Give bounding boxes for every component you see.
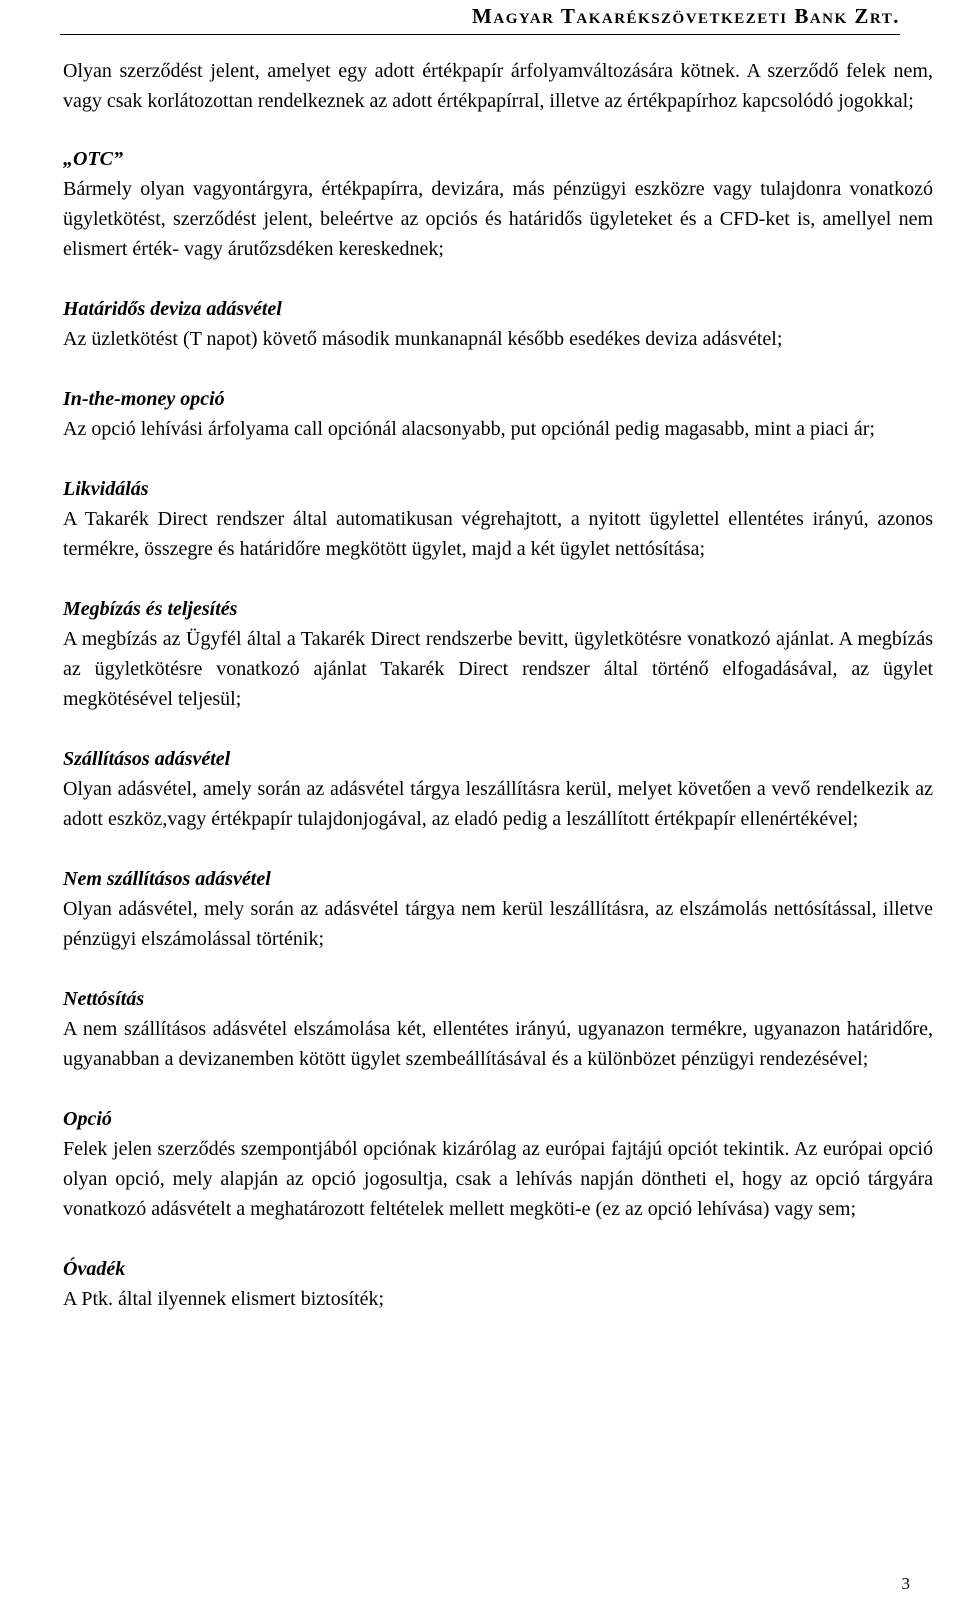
definition-entry (63, 384, 933, 444)
definition-text: A Ptk. által ilyennek elismert biztosíték; (63, 1288, 385, 1310)
definition-term: Nem szállításos adásvétel (63, 868, 271, 890)
definition-entry (63, 474, 933, 564)
definition-term: Nettósítás (63, 988, 145, 1010)
definition-term: Megbízás és teljesítés (63, 598, 238, 620)
definition-text: Az üzletkötést (T napot) követő második munkanapnál később esedékes deviza adásvétel; (63, 328, 783, 350)
definition-text: A nem szállításos adásvétel elszámolása két, ellentétes irányú, ugyanazon termékre, ugyanazon határidőre, ugyanabban a devizanemben kötött ügylet szembeállításával és a különbözet pénzügyi rendezésével; (63, 1018, 933, 1070)
document-body (63, 56, 933, 1314)
definition-term: Opció (63, 1108, 112, 1130)
definition-text: Olyan adásvétel, mely során az adásvétel tárgya nem kerül leszállításra, az elszámolás nettósítással, illetve pénzügyi elszámolással történik; (63, 898, 933, 950)
definition-term: Óvadék (63, 1258, 126, 1280)
definition-term: Likvidálás (63, 478, 149, 500)
definition-text: Felek jelen szerződés szempontjából opciónak kizárólag az európai fajtájú opciót tekintik. Az európai opció olyan opció, mely alapján az opció jogosultja, csak a lehívás napján döntheti el, hogy az opció tárgyára vonatkozó adásvételt a meghatározott feltételek mellett megköti-e (ez az opció lehívása) vagy sem; (63, 1138, 933, 1220)
bank-name: Magyar Takarékszövetkezeti Bank Zrt. (472, 4, 900, 28)
intro-paragraph: Olyan szerződést jelent, amelyet egy adott értékpapír árfolyamváltozására kötnek. A szerződő felek nem, vagy csak korlátozottan rendelkeznek az adott értékpapírral, illetve az értékpapírhoz kapcsolódó jogokkal; (63, 60, 933, 112)
definition-entry (63, 594, 933, 714)
definition-text: A Takarék Direct rendszer által automatikusan végrehajtott, a nyitott ügylettel ellentétes irányú, azonos termékre, összegre és határidőre megkötött ügylet, majd a két ügylet nettósítása; (63, 508, 933, 560)
definition-text: Az opció lehívási árfolyama call opciónál alacsonyabb, put opciónál pedig magasabb, mint a piaci ár; (63, 418, 875, 440)
page-number: 3 (901, 1574, 910, 1593)
definition-term: „OTC” (63, 148, 123, 170)
definition-text: Olyan adásvétel, amely során az adásvétel tárgya leszállításra kerül, melyet követően a vevő rendelkezik az adott eszköz,vagy értékpapír tulajdonjogával, az eladó pedig a leszállított értékpapír ellenértékével; (63, 778, 933, 830)
definition-term: Határidős deviza adásvétel (63, 298, 282, 320)
definition-entry (63, 1254, 933, 1314)
definition-entry (63, 1104, 933, 1224)
definition-entry (63, 144, 933, 264)
definition-term: In-the-money opció (63, 388, 225, 410)
definition-term: Szállításos adásvétel (63, 748, 231, 770)
definition-text: A megbízás az Ügyfél által a Takarék Direct rendszerbe bevitt, ügyletkötésre vonatkozó ajánlat. A megbízás az ügyletkötésre vonatkozó ajánlat Takarék Direct rendszer által történő elfogadásával, az ügylet megkötésével teljesül; (63, 628, 933, 710)
definition-entry (63, 744, 933, 834)
definition-entry (63, 294, 933, 354)
definition-text: Bármely olyan vagyontárgyra, értékpapírra, devizára, más pénzügyi eszközre vagy tulajdonra vonatkozó ügyletkötést, szerződést jelent, beleértve az opciós és határidős ügyleteket és a CFD-ket is, amellyel nem elismert érték- vagy árutőzsdéken kereskednek; (63, 178, 933, 260)
definition-entry (63, 864, 933, 954)
definition-entry (63, 984, 933, 1074)
page-header (60, 4, 900, 35)
